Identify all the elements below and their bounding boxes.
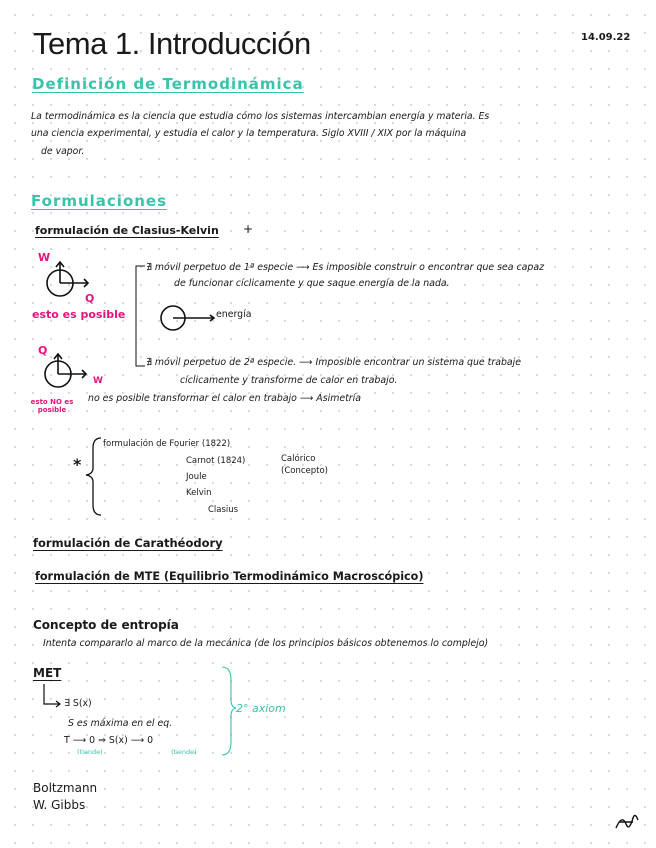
caloric-note: (Concepto) — [281, 466, 328, 476]
definition-line-2: una ciencia experimental, y estudia el calor y la temperatura. Siglo XVIII / XIX por la máquina — [31, 128, 467, 139]
s-maximal: S es máxima en el eq. — [68, 718, 173, 729]
entropy-heading: Concepto de entropía — [33, 618, 179, 632]
diagram1-caption: esto es posible — [32, 308, 126, 321]
entropy-line: Intenta compararlo al marco de la mecánica (de los principios básicos obtenemos lo complejo) — [43, 638, 489, 649]
met-arrow — [44, 684, 60, 707]
perpetual-2-line-3: no es posible transformar el calor en trabajo ⟶ Asimetría — [88, 393, 361, 404]
joule-line: Joule — [186, 472, 207, 482]
perpetual-2-line-1: ∄ móvil perpetuo de 2ª especie. ⟶ Imposible encontrar un sistema que trabaje — [146, 357, 522, 368]
name-gibbs: W. Gibbs — [33, 798, 86, 812]
t-limit: T ⟶ 0 ⇒ S(x) ⟶ 0 — [64, 735, 154, 746]
clasius-line: Clasius — [208, 505, 239, 515]
tiende-1: (tiende) — [77, 748, 103, 756]
name-boltzmann: Boltzmann — [33, 781, 98, 795]
exists-s: ∃ S(x) — [64, 698, 92, 709]
axiom-note: 2° axiom — [236, 702, 286, 715]
page-date: 14.09.22 — [581, 32, 631, 43]
page-title: Tema 1. Introducción — [33, 26, 311, 61]
signature-mark — [616, 815, 638, 828]
formulations-heading: Formulaciones — [31, 192, 168, 210]
bracket-1 — [136, 266, 145, 366]
mte-heading: formulación de MTE (Equilibrio Termodinámico Macroscópico) — [35, 570, 424, 583]
clausius-plus: + — [243, 222, 254, 236]
definition-line-3: de vapor. — [41, 146, 85, 157]
kelvin-line: Kelvin — [186, 488, 212, 498]
diagram2-caption: esto NO es posible — [30, 398, 74, 414]
cycle-diagram-2 — [45, 354, 86, 387]
perpetual-2-line-2: cíclicamente y transforme de calor en trabajo. — [180, 375, 398, 386]
carnot-line: Carnot (1824) — [186, 456, 246, 466]
teal-brace — [222, 667, 236, 755]
definition-heading: Definición de Termodinámica — [32, 75, 304, 93]
diagram2-top-label: Q — [38, 344, 48, 357]
fourier-line: formulación de Fourier (1822) — [103, 439, 231, 449]
diagram1-top-label: W — [38, 251, 51, 264]
caratheodory-heading: formulación de Carathéodory — [33, 536, 223, 550]
cycle-diagram-1 — [47, 262, 88, 296]
perpetual-1-line-2: de funcionar cíclicamente y que saque energía de la nada. — [174, 278, 450, 289]
tiende-2: (tiende) — [171, 748, 197, 756]
diagram2-bottom-label: W — [93, 376, 103, 386]
asterisk-mark: * — [73, 455, 82, 474]
perpetual-1-line-1: ∄ móvil perpetuo de 1ª especie ⟶ Es imposible construir o encontrar que sea capaz — [146, 262, 545, 273]
energy-cycle — [161, 306, 214, 330]
clausius-heading: formulación de Clasius-Kelvin — [35, 224, 219, 237]
definition-line-1: La termodinámica es la ciencia que estudia cómo los sistemas intercambian energía y materia. Es — [31, 111, 490, 122]
curly-brace — [86, 438, 101, 515]
caloric-label: Calórico — [281, 454, 316, 464]
energy-label: energía — [216, 309, 252, 320]
diagram1-bottom-label: Q — [85, 292, 95, 305]
met-label: MET — [33, 666, 62, 680]
